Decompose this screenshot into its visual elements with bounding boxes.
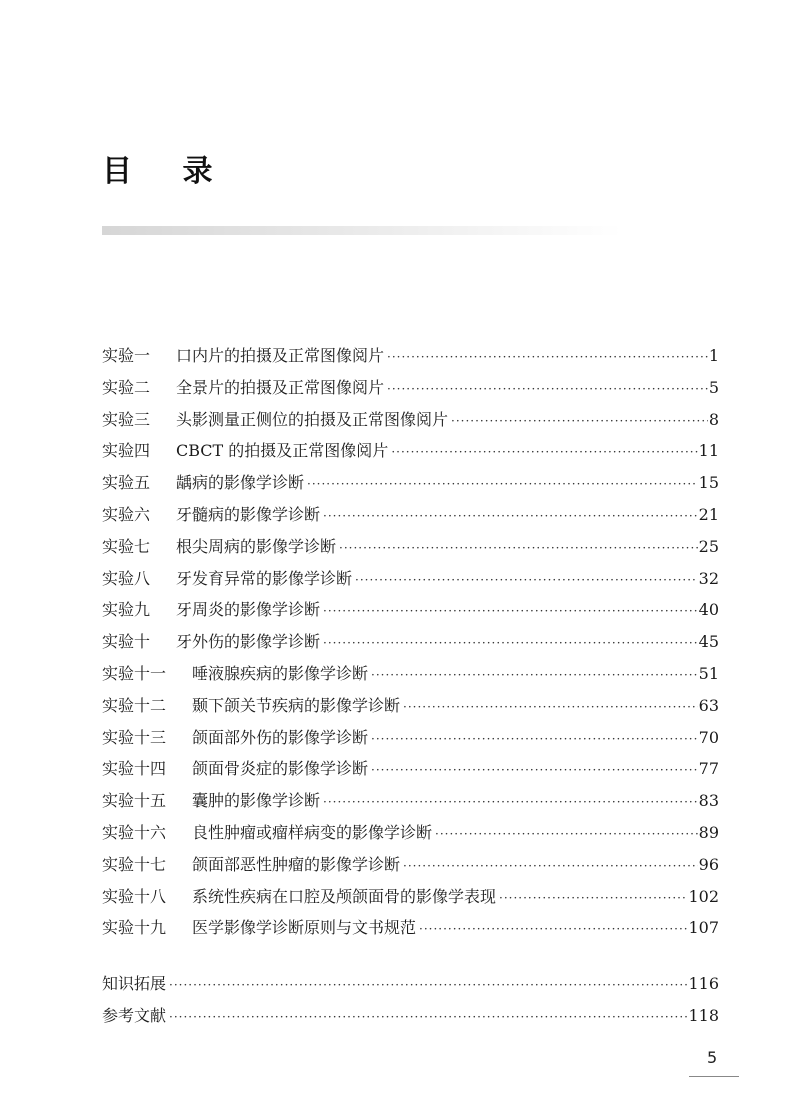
toc-item-title: 颌面部外伤的影像学诊断 xyxy=(192,727,369,747)
toc-item-page: 96 xyxy=(698,854,719,874)
toc-item-number: 实验九 xyxy=(102,600,151,620)
toc-leader-dots xyxy=(435,819,698,851)
toc-leader-dots xyxy=(403,692,698,724)
toc-item-number: 实验二 xyxy=(102,377,151,397)
toc-item[interactable] xyxy=(102,435,719,467)
toc-item-number: 实验七 xyxy=(102,536,151,556)
toc-item-page: 70 xyxy=(698,727,719,747)
toc-item-title: 颞下颌关节疾病的影像学诊断 xyxy=(192,695,401,715)
title-divider xyxy=(102,226,622,235)
toc-leader-dots xyxy=(419,914,687,946)
toc-item-title: 颌面部恶性肿瘤的影像学诊断 xyxy=(192,854,401,874)
toc-item-title: 牙髓病的影像学诊断 xyxy=(176,504,321,524)
toc-item-title: 医学影像学诊断原则与文书规范 xyxy=(192,918,417,938)
toc-item-page: 83 xyxy=(698,791,719,811)
toc-item-page: 51 xyxy=(698,663,719,683)
toc-leader-dots xyxy=(307,469,698,501)
toc-item-title: CBCT 的拍摄及正常图像阅片 xyxy=(176,441,389,461)
toc-item-number: 实验六 xyxy=(102,504,151,524)
toc-item-page: 77 xyxy=(698,759,719,779)
toc-leader-dots xyxy=(391,437,697,469)
toc-leader-dots xyxy=(323,596,698,628)
toc-item-title: 唾液腺疾病的影像学诊断 xyxy=(192,663,369,683)
toc-item-page: 89 xyxy=(698,822,719,842)
toc-item-title: 牙外伤的影像学诊断 xyxy=(176,632,321,652)
toc-item-number: 实验十三 xyxy=(102,727,167,747)
toc-item[interactable] xyxy=(102,817,719,849)
toc-leader-dots xyxy=(355,565,698,597)
toc-item-title: 头影测量正侧位的拍摄及正常图像阅片 xyxy=(176,409,449,429)
toc-list xyxy=(102,340,719,944)
toc-item-page: 118 xyxy=(688,1005,719,1025)
toc-leader-dots xyxy=(499,883,687,915)
toc-leader-dots xyxy=(451,406,708,438)
toc-item[interactable] xyxy=(102,594,719,626)
toc-item-number: 实验十七 xyxy=(102,854,167,874)
toc-item-title: 系统性疾病在口腔及颅颌面骨的影像学表现 xyxy=(192,886,497,906)
toc-item[interactable] xyxy=(102,372,719,404)
toc-item-knowledge-extension[interactable] xyxy=(102,968,719,1000)
toc-item-title: 参考文献 xyxy=(102,1005,167,1025)
toc-item-page: 116 xyxy=(688,974,719,993)
toc-item-number: 实验十五 xyxy=(102,791,167,811)
toc-item-number: 实验十一 xyxy=(102,663,167,683)
toc-item[interactable] xyxy=(102,690,719,722)
toc-item[interactable] xyxy=(102,626,719,658)
toc-item-page: 63 xyxy=(698,695,719,715)
toc-item-number: 实验十二 xyxy=(102,695,167,715)
toc-leader-dots xyxy=(371,660,698,692)
toc-item-page: 5 xyxy=(708,377,719,397)
toc-item-title: 牙周炎的影像学诊断 xyxy=(176,600,321,620)
toc-leader-dots xyxy=(323,628,698,660)
toc-item-page: 45 xyxy=(698,632,719,652)
toc-item[interactable] xyxy=(102,563,719,595)
toc-leader-dots xyxy=(403,851,698,883)
toc-item-number: 实验十 xyxy=(102,632,151,652)
toc-item-number: 实验十四 xyxy=(102,759,167,779)
toc-leader-dots xyxy=(371,755,698,787)
toc-item[interactable] xyxy=(102,499,719,531)
toc-leader-dots xyxy=(339,533,698,565)
toc-item-page: 11 xyxy=(698,441,719,461)
toc-item[interactable] xyxy=(102,404,719,436)
page-number: 5 xyxy=(707,1048,718,1067)
toc-item-page: 21 xyxy=(698,504,719,524)
toc-leader-dots xyxy=(323,501,698,533)
toc-leader-dots xyxy=(371,724,698,756)
toc-item[interactable] xyxy=(102,753,719,785)
toc-item-title: 根尖周病的影像学诊断 xyxy=(176,536,337,556)
toc-item-title: 牙发育异常的影像学诊断 xyxy=(176,568,353,588)
toc-item-title: 口内片的拍摄及正常图像阅片 xyxy=(176,346,385,365)
toc-item-number: 实验十八 xyxy=(102,886,167,906)
toc-item-title: 全景片的拍摄及正常图像阅片 xyxy=(176,377,385,397)
toc-item-number: 实验十六 xyxy=(102,822,167,842)
toc-item-number: 实验四 xyxy=(102,441,151,461)
toc-item-number: 实验十九 xyxy=(102,918,167,938)
toc-item[interactable] xyxy=(102,658,719,690)
toc-item-title: 龋病的影像学诊断 xyxy=(176,473,305,493)
toc-item-title: 知识拓展 xyxy=(102,974,167,993)
toc-item-page: 15 xyxy=(698,473,719,493)
toc-item-number: 实验三 xyxy=(102,409,151,429)
toc-leader-dots xyxy=(169,970,687,1002)
toc-item-references[interactable] xyxy=(102,1000,719,1032)
toc-item-page: 25 xyxy=(698,536,719,556)
toc-item-page: 102 xyxy=(688,886,719,906)
toc-item[interactable] xyxy=(102,849,719,881)
toc-item[interactable] xyxy=(102,722,719,754)
toc-item[interactable] xyxy=(102,340,719,372)
toc-item-number: 实验八 xyxy=(102,568,151,588)
toc-leader-dots xyxy=(387,342,708,374)
toc-item[interactable] xyxy=(102,785,719,817)
toc-appendix-list xyxy=(102,968,719,1032)
toc-item[interactable] xyxy=(102,531,719,563)
toc-item-number: 实验一 xyxy=(102,346,151,365)
toc-leader-dots xyxy=(323,787,698,819)
toc-item-page: 32 xyxy=(698,568,719,588)
toc-item-page: 40 xyxy=(698,600,719,620)
toc-item-title: 良性肿瘤或瘤样病变的影像学诊断 xyxy=(192,822,433,842)
toc-item-page: 8 xyxy=(708,409,719,429)
page-number-rule xyxy=(689,1076,739,1077)
toc-leader-dots xyxy=(387,374,708,406)
toc-item[interactable] xyxy=(102,881,719,913)
toc-item-page: 107 xyxy=(688,918,719,938)
toc-item-title: 颌面骨炎症的影像学诊断 xyxy=(192,759,369,779)
toc-item-number: 实验五 xyxy=(102,473,151,493)
toc-item[interactable] xyxy=(102,912,719,944)
toc-item-title: 囊肿的影像学诊断 xyxy=(192,791,321,811)
toc-item-page: 1 xyxy=(708,346,719,365)
toc-leader-dots xyxy=(169,1002,687,1034)
toc-item[interactable] xyxy=(102,467,719,499)
page-title: 目 录 xyxy=(102,154,233,189)
